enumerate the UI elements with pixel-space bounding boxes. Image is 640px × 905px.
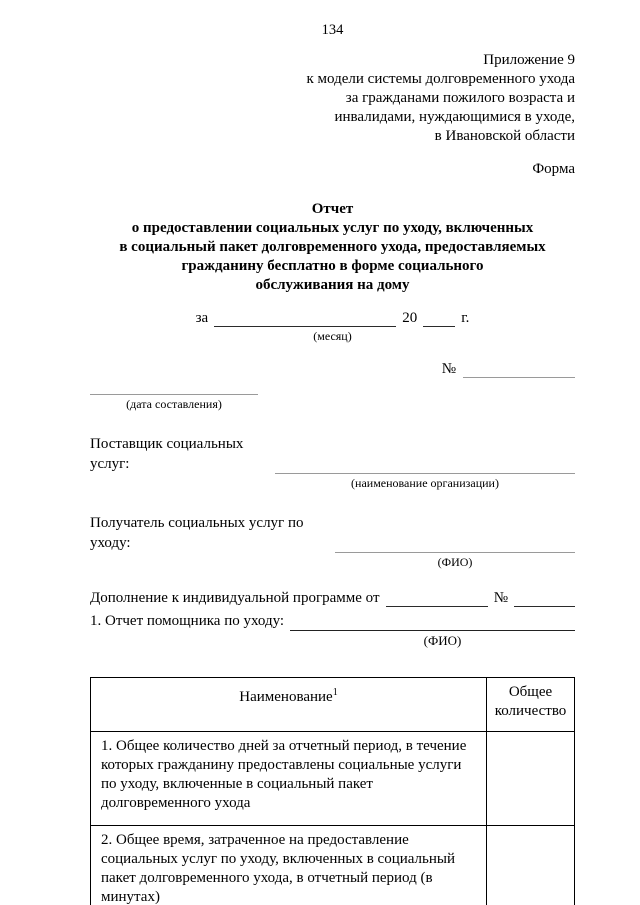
date-block <box>90 381 575 412</box>
appendix-block <box>90 51 575 146</box>
helper-report-line <box>90 611 575 631</box>
appendix-line: инвалидами, нуждающимися в уходе, <box>334 109 575 125</box>
addendum-number-label: № <box>493 590 509 606</box>
table-cell-quantity <box>487 826 575 905</box>
footnote-marker: 1 <box>332 687 338 698</box>
appendix-line: за гражданами пожилого возраста и <box>345 90 575 106</box>
provider-blank <box>275 470 575 474</box>
provider-caption: (наименование организации) <box>351 476 499 490</box>
addendum-number-blank <box>514 593 575 607</box>
helper-report-caption: (ФИО) <box>423 633 462 648</box>
title-line: Отчет <box>311 201 354 217</box>
provider-label: Поставщик социальных услуг: <box>90 436 244 472</box>
appendix-line: к модели системы долговременного ухода <box>306 71 575 87</box>
period-line <box>90 310 575 327</box>
number-label: № <box>441 361 456 377</box>
addendum-text: Дополнение к индивидуальной программе от <box>90 590 380 606</box>
title-line: о предоставлении социальных услуг по уходу, включенных <box>131 220 534 236</box>
month-caption: (месяц) <box>313 329 352 343</box>
recipient-caption: (ФИО) <box>437 555 473 569</box>
number-blank <box>463 364 575 378</box>
document-number-line <box>90 361 575 378</box>
recipient-blank <box>335 549 575 553</box>
form-label: Форма <box>532 161 575 177</box>
table-cell-name: 1. Общее количество дней за отчетный период, в течение которых гражданину предоставлены социальные услуги по уходу, включенные в социальный пакет долговременного ухода <box>91 732 487 826</box>
table-header-name-text: Наименование <box>239 689 333 705</box>
report-table <box>90 677 575 905</box>
table-cell-name: 2. Общее время, затраченное на предоставление социальных услуг по уходу, включенных в социальный пакет долговременного ухода, в отчетный период (в минутах) <box>91 826 487 905</box>
document-title <box>90 200 575 295</box>
helper-report-label: 1. Отчет помощника по уходу: <box>90 613 285 629</box>
table-cell-quantity <box>487 732 575 826</box>
table-header-row <box>91 678 575 732</box>
page-number: 134 <box>321 22 344 38</box>
addendum-date-blank <box>386 593 488 607</box>
helper-report-blank <box>290 627 575 631</box>
appendix-line: в Ивановской области <box>434 128 575 144</box>
table-row <box>91 732 575 826</box>
date-caption: (дата составления) <box>126 397 222 411</box>
period-year-suffix: г. <box>461 310 470 326</box>
table-header-name <box>91 678 487 732</box>
recipient-row <box>90 513 575 553</box>
period-year: 20 <box>402 310 418 326</box>
date-blank <box>90 381 258 395</box>
addendum-line <box>90 590 575 607</box>
recipient-label: Получатель социальных услуг по уходу: <box>90 515 304 551</box>
title-line: обслуживания на дому <box>255 277 410 293</box>
year-blank <box>423 313 455 327</box>
month-blank <box>214 313 396 327</box>
provider-row <box>90 434 575 474</box>
period-prefix: за <box>195 310 209 326</box>
title-line: гражданину бесплатно в форме социального <box>181 258 484 274</box>
appendix-line: Приложение 9 <box>483 52 575 68</box>
title-line: в социальный пакет долговременного ухода, предоставляемых <box>119 239 546 255</box>
table-row <box>91 826 575 905</box>
table-header-quantity: Общее количество <box>487 678 575 732</box>
